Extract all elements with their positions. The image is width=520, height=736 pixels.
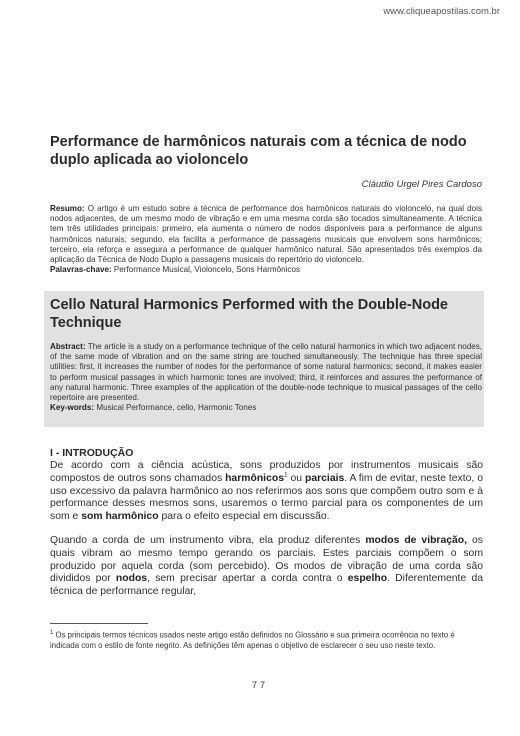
article-title-english: Cello Natural Harmonics Performed with the Double-Node Technique bbox=[50, 297, 448, 331]
text-run: para o efeito especial em discussão. bbox=[158, 511, 330, 523]
body-paragraph-2 bbox=[50, 535, 483, 599]
article-title-portuguese: Performance de harmônicos naturais com a técnica de nodo duplo aplicada ao violoncelo bbox=[50, 134, 467, 168]
body-paragraph-1 bbox=[50, 460, 483, 524]
abstract-portuguese bbox=[50, 204, 482, 275]
keywords-label: Palavras-chave: bbox=[50, 265, 112, 275]
text-run: ou bbox=[287, 472, 305, 484]
keywords-label: Key-words: bbox=[50, 403, 95, 413]
abstract-english bbox=[50, 342, 482, 413]
bold-term: espelho bbox=[347, 573, 388, 585]
text-run: , sem precisar apertar a corda contra o bbox=[147, 573, 348, 585]
section-heading: I - INTRODUÇÃO bbox=[50, 447, 134, 459]
keywords-text: Performance Musical, Violoncelo, Sons Harmônicos bbox=[111, 265, 300, 275]
bold-term: parciais bbox=[304, 472, 345, 484]
text-run: Quando a corda de um instrumento vibra, ela produz diferentes bbox=[50, 535, 366, 546]
footnote-divider bbox=[50, 623, 148, 624]
author-name: Cláudio Urgel Pires Cardoso bbox=[361, 179, 482, 190]
bold-term: modos de vibração, bbox=[365, 535, 468, 546]
abstract-label: Abstract: bbox=[50, 342, 86, 351]
text-run: os quais vibram ao mesmo tempo gerando os parciais. Estes parciais compõem o som produzido por aquela corda (som percebido). Os modos de vibração de uma corda são divididos por bbox=[50, 535, 483, 585]
footnote bbox=[50, 628, 483, 651]
bold-term: som harmônico bbox=[81, 511, 159, 523]
bold-term: nodos bbox=[115, 573, 148, 585]
keywords-text: Musical Performance, cello, Harmonic Tones bbox=[94, 403, 257, 413]
header-url[interactable]: www.cliqueapostilas.com.br bbox=[383, 6, 500, 17]
footnote-text: Os principais termos técnicos usados neste artigo estão definidos no Glossário e sua primeira ocorrência no texto é indicada com o estilo de fonte negrito. As definições têm apenas o objetivo de esclarecer o seu uso neste texto. bbox=[50, 630, 455, 650]
footnote-reference[interactable]: 1 bbox=[283, 471, 288, 479]
text-run: . A fim de evitar, neste texto, o uso excessivo da palavra harmônico ao nos referirmos aos sons que compõem outro som e à performance desses mesmos sons, usaremos o termo parcial para os componentes de um som e bbox=[50, 472, 483, 523]
abstract-text: The article is a study on a performance technique of the cello natural harmonics in which two adjacent nodes, of the same mode of vibration and on the same string are touched simultaneously. The technique has three special utilities: first, it increases the number of nodes for the performance of some natural harmonics; second, it makes easier to perform musical passages in which harmonic tones are involved; third, it reinforces and assures the performance of any natural harmonic. Three examples of the application of the double-node technique to musical passages of the cello repertoire are presented. bbox=[50, 342, 482, 403]
abstract-text: O artigo é um estudo sobre a técnica de performance dos harmônicos naturais do violoncelo, na qual dois nodos adjacentes, de um mesmo modo de vibração e em uma mesma corda são tocados simultaneamente. A técnica tem três utilidades principais: primeiro, ela aumenta o número de nodos disponíveis para a performance de alguns harmônicos naturais; segundo, ela facilita a performance de passagens musicais que envolvem sons harmônicos; terceiro, ela reforça e assegura a performance de qualquer harmônico natural. São apresentados três exemplos da aplicação da Técnica de Nodo Duplo a passagens musicais do repertório do violoncelo. bbox=[50, 204, 482, 265]
footnote-mark: 1 bbox=[50, 630, 54, 636]
text-run: De acordo com a ciência acústica, sons produzidos por instrumentos musicais são compostos de outros sons chamados bbox=[50, 460, 483, 484]
text-run: . Diferentemente da técnica de performance regular, bbox=[50, 573, 483, 598]
bold-term: harmônicos bbox=[225, 472, 284, 484]
abstract-label: Resumo: bbox=[50, 204, 85, 213]
page-number: 77 bbox=[251, 680, 268, 690]
